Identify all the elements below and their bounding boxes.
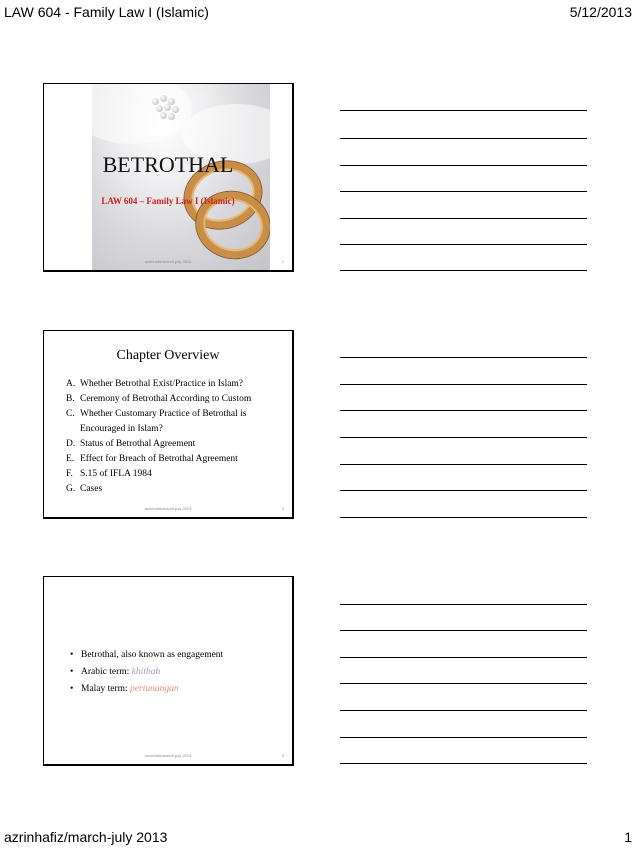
document-header-date: 5/12/2013 — [569, 4, 632, 20]
list-item — [70, 664, 223, 681]
item-text: S.15 of IFLA 1984 — [80, 469, 152, 479]
list-item — [70, 681, 223, 698]
note-line — [340, 165, 587, 166]
bullet-text — [81, 681, 179, 698]
note-line — [340, 270, 587, 271]
bullet-icon: • — [70, 650, 74, 660]
slide-number: 3 — [281, 753, 284, 758]
slide-number: 2 — [281, 506, 284, 511]
note-line — [340, 437, 587, 438]
document-page-number: 1 — [624, 829, 632, 845]
note-line — [340, 630, 587, 631]
term-prefix: Arabic term: — [81, 667, 132, 677]
list-item — [66, 482, 282, 497]
item-label: D. — [66, 439, 76, 449]
note-line — [340, 110, 587, 111]
note-line — [340, 384, 587, 385]
slide-number: 1 — [281, 259, 284, 264]
note-line — [340, 357, 587, 358]
list-item — [70, 647, 223, 664]
item-text: Whether Betrothal Exist/Practice in Islam? — [80, 379, 244, 389]
item-text: Whether Customary Practice of Betrothal is Encouraged in Islam? — [80, 409, 247, 434]
note-line — [340, 517, 587, 518]
list-item — [66, 437, 282, 452]
slide-footer: azrinhafiz/march-july 2013 — [144, 506, 192, 511]
item-label: A. — [66, 379, 76, 389]
item-label: G. — [66, 484, 76, 494]
note-line — [340, 464, 587, 465]
note-line — [340, 410, 587, 411]
slide-3[interactable] — [43, 576, 294, 766]
item-text: Status of Betrothal Agreement — [80, 439, 196, 449]
slide-2[interactable] — [43, 330, 294, 519]
note-line — [340, 737, 587, 738]
note-line — [340, 683, 587, 684]
list-item — [66, 392, 282, 407]
bullet-icon: • — [70, 667, 74, 677]
item-label: E. — [66, 454, 75, 464]
note-line — [340, 138, 587, 139]
item-text: Ceremony of Betrothal According to Custom — [80, 394, 252, 404]
slide-footer: azrinhafiz/march-july 2013 — [144, 753, 192, 758]
slide-title: Chapter Overview — [116, 348, 220, 363]
note-line — [340, 191, 587, 192]
term-prefix: Malay term: — [81, 684, 131, 694]
bullet-icon: • — [70, 684, 74, 694]
note-line — [340, 710, 587, 711]
list-item — [66, 467, 282, 482]
item-label: F. — [66, 469, 73, 479]
note-line — [340, 604, 587, 605]
slide-subtitle: LAW 604 – Family Law I (Islamic) — [101, 196, 235, 206]
slide-1[interactable] — [43, 83, 294, 272]
note-line — [340, 657, 587, 658]
note-line — [340, 763, 587, 764]
note-line — [340, 490, 587, 491]
list-item — [66, 452, 282, 467]
slide-footer: azrinhafiz/march-july 2013 — [144, 259, 192, 264]
list-item — [66, 407, 282, 437]
malay-term: pertunangan — [130, 684, 179, 694]
item-text: Effect for Breach of Betrothal Agreement — [80, 454, 238, 464]
arabic-term: khitbah — [131, 667, 161, 677]
bullet-text — [81, 664, 160, 681]
item-label: C. — [66, 409, 75, 419]
overview-list — [66, 377, 282, 497]
item-label: B. — [66, 394, 75, 404]
note-line — [340, 244, 587, 245]
note-line — [340, 218, 587, 219]
list-item — [66, 377, 282, 392]
document-header-title: LAW 604 - Family Law I (Islamic) — [4, 4, 209, 20]
bullet-text: Betrothal, also known as engagement — [81, 650, 224, 660]
item-text: Cases — [80, 484, 103, 494]
document-footer-author: azrinhafiz/march-july 2013 — [4, 829, 168, 845]
bullet-list — [70, 647, 223, 698]
slide-title: BETROTHAL — [102, 152, 234, 177]
